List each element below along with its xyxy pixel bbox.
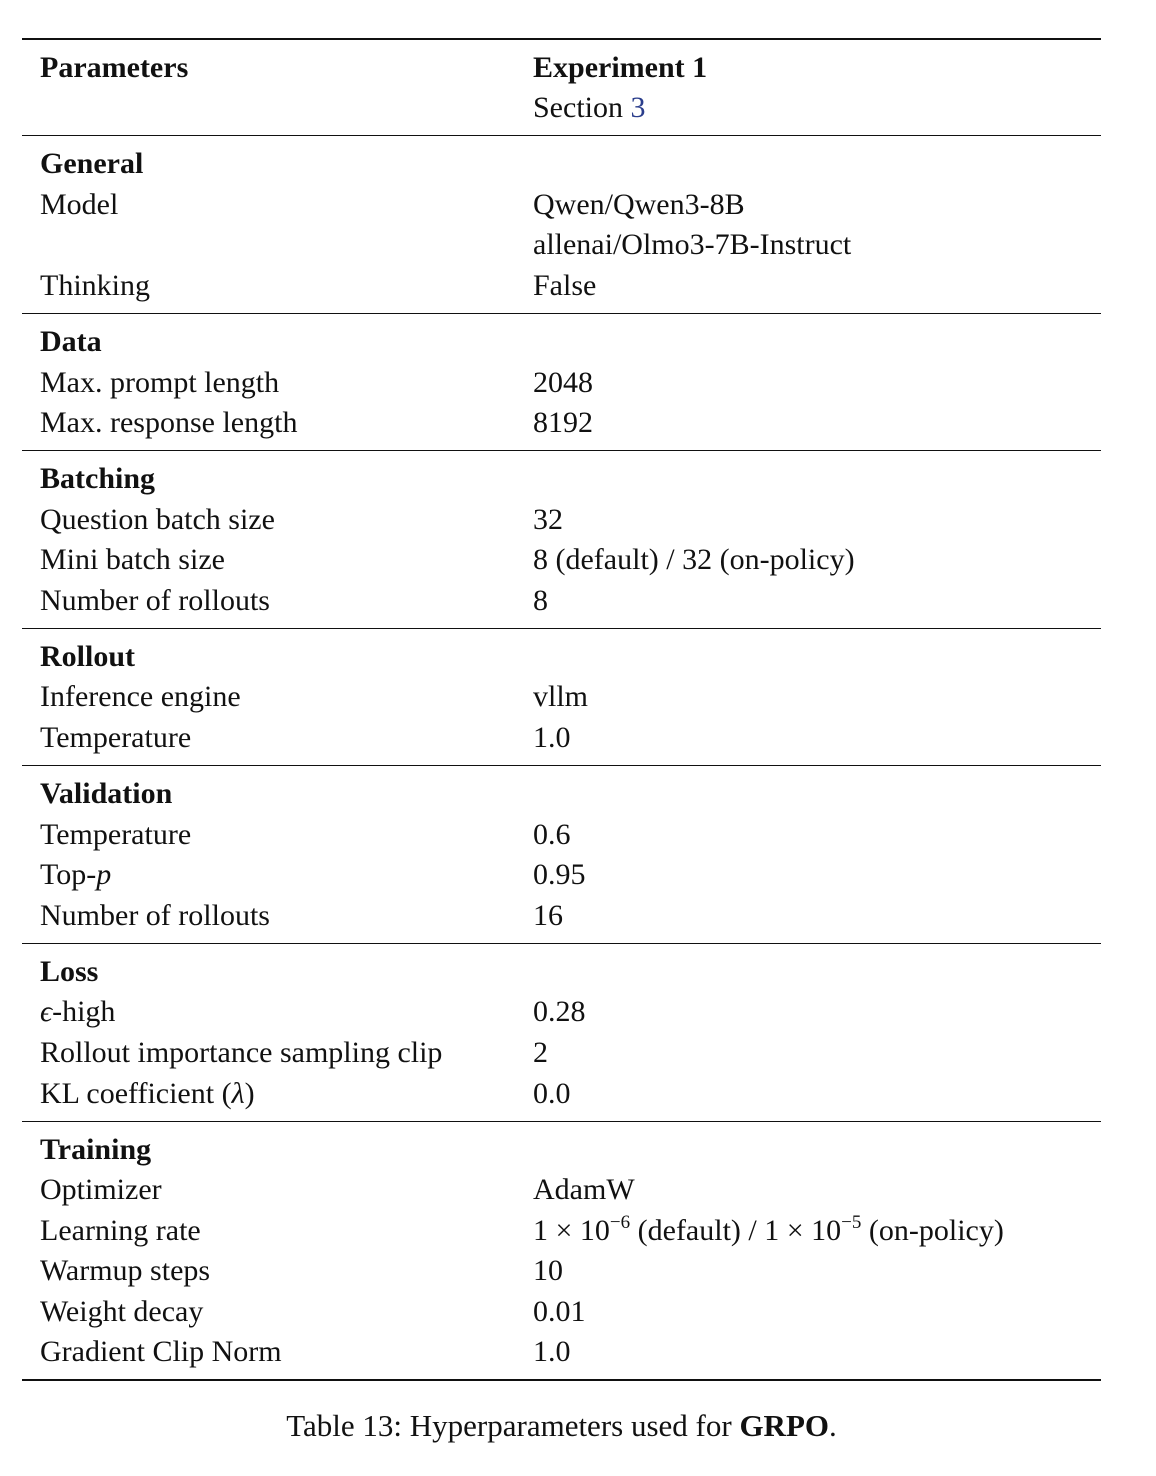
param-label: KL coefficient (λ)	[40, 1077, 255, 1110]
param-label: Gradient Clip Norm	[40, 1335, 282, 1368]
section-rule	[22, 1121, 1101, 1122]
section-title-training: Training	[40, 1133, 152, 1166]
header-experiment: Experiment 1	[533, 51, 708, 84]
header-section-ref: Section 3	[533, 91, 646, 124]
top-rule	[22, 38, 1101, 40]
section-title-general: General	[40, 147, 144, 180]
param-label: Rollout importance sampling clip	[40, 1036, 443, 1069]
param-value: 8 (default) / 32 (on-policy)	[533, 543, 855, 576]
param-value: 0.0	[533, 1077, 571, 1110]
param-value: 8192	[533, 406, 593, 439]
param-value: vllm	[533, 680, 589, 713]
param-value: 2048	[533, 366, 593, 399]
param-value: 0.01	[533, 1295, 586, 1328]
section-rule	[22, 943, 1101, 944]
section-rule	[22, 628, 1101, 629]
param-label: ϵ-high	[40, 995, 116, 1028]
param-value: 16	[533, 899, 563, 932]
section-title-data: Data	[40, 325, 102, 358]
param-label: Mini batch size	[40, 543, 225, 576]
param-label: Max. prompt length	[40, 366, 280, 399]
section-title-validation: Validation	[40, 777, 173, 810]
param-value: 8	[533, 584, 548, 617]
param-label: Learning rate	[40, 1214, 201, 1247]
section-title-batching: Batching	[40, 462, 156, 495]
table-caption: Table 13: Hyperparameters used for GRPO.	[286, 1408, 837, 1443]
param-value: 0.28	[533, 995, 586, 1028]
section-link[interactable]: 3	[630, 91, 646, 124]
param-label: Top-p	[40, 858, 112, 891]
param-label: Number of rollouts	[40, 584, 270, 617]
learning-rate-value: $1 \times 10^{-6}$ (default) / $1 \times 10^{-5}$ (on-policy)	[533, 1212, 1004, 1247]
param-value: 0.95	[533, 858, 586, 891]
param-label: Temperature	[40, 818, 192, 851]
section-rule	[22, 765, 1101, 766]
param-label: Question batch size	[40, 503, 275, 536]
header-parameters: Parameters	[40, 51, 189, 84]
param-label: Number of rollouts	[40, 899, 270, 932]
param-label: Warmup steps	[40, 1254, 211, 1287]
section-rule	[22, 313, 1101, 314]
param-value: 32	[533, 503, 563, 536]
param-value: 0.6	[533, 818, 571, 851]
param-label: Thinking	[40, 269, 150, 302]
param-value: allenai/Olmo3-7B-Instruct	[533, 228, 852, 261]
param-value: 1.0	[533, 721, 571, 754]
param-label: Model	[40, 188, 119, 221]
bottom-rule	[22, 1379, 1101, 1381]
header-rule	[22, 135, 1101, 136]
param-label: Weight decay	[40, 1295, 204, 1328]
param-value: False	[533, 269, 597, 302]
param-label: Temperature	[40, 721, 192, 754]
section-title-loss: Loss	[40, 955, 99, 988]
param-value: 1.0	[533, 1335, 571, 1368]
section-rule	[22, 450, 1101, 451]
param-value: Qwen/Qwen3-8B	[533, 188, 745, 221]
param-label: Max. response length	[40, 406, 298, 439]
section-title-rollout: Rollout	[40, 640, 136, 673]
param-value: 2	[533, 1036, 548, 1069]
param-label: Inference engine	[40, 680, 241, 713]
param-value: AdamW	[533, 1173, 635, 1206]
param-label: Optimizer	[40, 1173, 162, 1206]
param-value: 10	[533, 1254, 563, 1287]
